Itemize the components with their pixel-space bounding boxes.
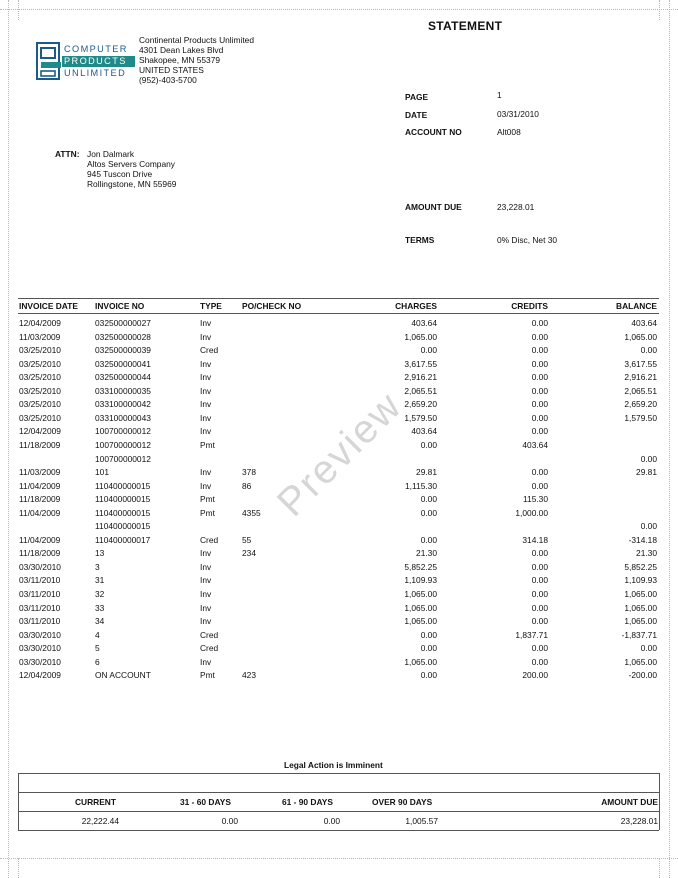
cell-charges: 21.30 [416,548,437,559]
col-credits: CREDITS [511,301,548,311]
cell-credits: 1,000.00 [515,507,548,518]
aging-current-label: CURRENT [75,797,116,807]
cell-balance: -314.18 [628,534,657,545]
cell-po: 234 [242,548,256,559]
cell-date: 03/25/2010 [19,385,61,396]
table-row [0,657,678,671]
logo-text-line: COMPUTER [64,44,128,54]
aging-bottom-rule [18,830,659,831]
table-top-rule [18,298,659,299]
cell-type: Cred [200,534,219,545]
cell-charges: 0.00 [420,507,437,518]
cell-balance: 1,065.00 [624,616,657,627]
col-po-check-no: PO/CHECK NO [242,301,302,311]
table-row [0,535,678,549]
company-address [139,35,254,85]
aging-left-rule [18,773,19,830]
cell-date: 11/18/2009 [19,494,61,505]
cell-date: 11/03/2009 [19,331,61,342]
aging-61-90-label: 61 - 90 DAYS [282,797,333,807]
cell-date: 03/11/2010 [19,575,61,586]
cell-balance: 29.81 [636,467,657,478]
cell-balance: -200.00 [628,670,657,681]
cell-charges: 0.00 [420,534,437,545]
cell-type: Inv [200,548,212,559]
attn-company: Altos Servers Company [87,159,175,169]
table-header-rule [18,313,659,314]
cell-credits: 0.00 [531,426,548,437]
cell-balance: 0.00 [640,453,657,464]
cell-date: 03/11/2010 [19,602,61,613]
cell-type: Inv [200,602,212,613]
cell-date: 11/04/2009 [19,480,61,491]
aging-61-90-value: 0.00 [323,816,340,826]
cell-po: 86 [242,480,252,491]
cell-charges: 29.81 [416,467,437,478]
table-row [0,670,678,684]
cell-balance: 2,065.51 [624,385,657,396]
table-row [0,589,678,603]
aging-over-90-value: 1,005.57 [405,816,438,826]
amount-due-label: AMOUNT DUE [405,202,462,212]
table-row [0,399,678,413]
table-row [0,562,678,576]
cell-balance: 403.64 [631,318,657,328]
cell-date: 12/04/2009 [19,426,61,437]
aging-top-rule [18,792,659,793]
aging-right-rule [659,773,660,830]
cell-invoice: 100700000012 [95,439,151,450]
cell-type: Pmt [200,670,215,681]
logo-text-line: UNLIMITED [64,68,127,78]
cell-date: 03/11/2010 [19,589,61,599]
cell-credits: 0.00 [531,372,548,383]
cell-charges: 0.00 [420,345,437,356]
cell-charges: 1,065.00 [404,656,437,667]
cell-date: 03/30/2010 [19,561,61,572]
cell-balance: 1,065.00 [624,331,657,342]
logo-text-line: PRODUCTS [62,56,135,67]
cell-date: 03/25/2010 [19,399,61,410]
cell-type: Cred [200,345,219,356]
aging-over-90-label: OVER 90 DAYS [372,797,433,807]
cell-balance: 1,065.00 [624,602,657,613]
cell-invoice: 110400000015 [95,507,151,518]
cell-balance: 0.00 [640,643,657,654]
cell-charges: 0.00 [420,439,437,450]
cell-date: 03/30/2010 [19,643,61,654]
table-row [0,630,678,644]
cell-balance: 1,065.00 [624,656,657,667]
cell-type: Inv [200,467,212,478]
col-invoice-no: INVOICE NO [95,301,145,311]
cell-type: Inv [200,561,212,572]
cell-type: Inv [200,616,212,627]
corner-guide [659,0,660,20]
cell-invoice: 32 [95,589,105,599]
cell-type: Inv [200,358,212,369]
table-row [0,548,678,562]
logo-mark-icon [36,42,62,80]
page-value: 1 [497,90,502,100]
company-city: Shakopee, MN 55379 [139,55,221,65]
cell-po: 423 [242,670,256,681]
cell-invoice: 100700000012 [95,453,151,464]
cell-type: Cred [200,629,219,640]
cell-type: Inv [200,385,212,396]
table-row [0,386,678,400]
cell-type: Inv [200,589,212,599]
page-guide-top [0,9,678,10]
cell-invoice: 3 [95,561,100,572]
cell-balance: 2,659.20 [624,399,657,410]
cell-date: 11/18/2009 [19,439,61,450]
table-row [0,494,678,508]
cell-invoice: ON ACCOUNT [95,670,151,681]
col-charges: CHARGES [395,301,437,311]
company-name: Continental Products Unlimited [139,35,254,45]
cell-balance: 3,617.55 [624,358,657,369]
cell-date: 03/30/2010 [19,656,61,667]
cell-charges: 0.00 [420,629,437,640]
cell-invoice: 033100000035 [95,385,151,396]
cell-type: Inv [200,656,212,667]
cell-invoice: 032500000028 [95,331,151,342]
cell-invoice: 033100000043 [95,412,151,423]
cell-date: 11/04/2009 [19,507,61,518]
cell-invoice: 033100000042 [95,399,151,410]
page-label: PAGE [405,92,429,102]
cell-credits: 314.18 [522,534,548,545]
footer-rule [18,773,659,774]
attn-city: Rollingstone, MN 55969 [87,179,177,189]
table-row [0,521,678,535]
page-guide-bottom [0,858,678,859]
cell-charges: 1,109.93 [404,575,437,586]
cell-credits: 0.00 [531,467,548,478]
legal-notice: Legal Action is Imminent [284,760,383,770]
cell-date: 03/30/2010 [19,629,61,640]
cell-type: Inv [200,575,212,586]
cell-invoice: 100700000012 [95,426,151,437]
cell-charges: 5,852.25 [404,561,437,572]
cell-po: 4355 [242,507,261,518]
cell-charges: 1,065.00 [404,616,437,627]
cell-invoice: 31 [95,575,105,586]
cell-date: 11/18/2009 [19,548,61,559]
table-row [0,575,678,589]
date-label: DATE [405,110,428,120]
cell-invoice: 6 [95,656,100,667]
cell-balance: 0.00 [640,345,657,356]
cell-type: Pmt [200,494,215,505]
cell-type: Inv [200,331,212,342]
aging-amount-due-value: 23,228.01 [620,816,658,826]
cell-date: 12/04/2009 [19,670,61,681]
date-value: 03/31/2010 [497,109,539,119]
cell-balance: 1,065.00 [624,589,657,599]
cell-credits: 403.64 [522,439,548,450]
terms-value: 0% Disc, Net 30 [497,235,558,245]
table-row [0,372,678,386]
cell-charges: 0.00 [420,643,437,654]
preview-watermark: Preview [268,383,411,525]
cell-credits: 0.00 [531,616,548,627]
table-row [0,332,678,346]
cell-balance: 21.30 [636,548,657,559]
cell-invoice: 5 [95,643,100,654]
cell-credits: 115.30 [523,494,548,505]
col-balance: BALANCE [616,301,657,311]
cell-credits: 200.00 [522,670,548,681]
cell-credits: 0.00 [531,589,548,599]
cell-credits: 0.00 [531,331,548,342]
cell-po: 55 [242,534,252,545]
corner-guide [18,0,19,20]
cell-charges: 1,065.00 [404,331,437,342]
cell-date: 03/25/2010 [19,358,61,369]
attn-name: Jon Dalmark [87,149,135,159]
cell-charges: 0.00 [420,494,437,505]
cell-credits: 0.00 [531,656,548,667]
cell-charges: 2,065.51 [404,385,437,396]
cell-date: 03/25/2010 [19,372,61,383]
statement-title: STATEMENT [428,19,503,33]
cell-type: Inv [200,412,212,423]
cell-type: Pmt [200,439,215,450]
cell-invoice: 032500000039 [95,345,151,356]
cell-balance: 1,579.50 [624,412,657,423]
cell-credits: 0.00 [531,412,548,423]
table-row [0,616,678,630]
account-label: ACCOUNT NO [405,127,462,137]
col-invoice-date: INVOICE DATE [19,301,78,311]
cell-charges: 1,065.00 [404,589,437,599]
cell-date: 11/04/2009 [19,534,61,545]
cell-type: Inv [200,372,212,383]
attn-address [87,149,176,189]
table-row [0,318,678,332]
cell-invoice: 101 [95,467,109,478]
corner-guide [18,858,19,878]
cell-credits: 0.00 [531,643,548,654]
attn-label: ATTN: [55,149,80,159]
cell-invoice: 34 [95,616,105,627]
cell-date: 03/25/2010 [19,412,61,423]
cell-invoice: 13 [95,548,105,559]
cell-charges: 0.00 [420,670,437,681]
cell-date: 03/11/2010 [19,616,61,627]
cell-balance: 0.00 [640,521,657,532]
cell-po: 378 [242,467,256,478]
corner-guide [659,858,660,878]
company-phone: (952)-403-5700 [139,75,197,85]
cell-type: Inv [200,480,212,491]
table-row [0,359,678,373]
cell-type: Inv [200,318,212,328]
cell-date: 12/04/2009 [19,318,61,328]
cell-charges: 1,065.00 [404,602,437,613]
company-street: 4301 Dean Lakes Blvd [139,45,224,55]
cell-charges: 1,579.50 [404,412,437,423]
table-row [0,603,678,617]
cell-charges: 2,659.20 [404,399,437,410]
attn-street: 945 Tuscon Drive [87,169,153,179]
cell-invoice: 032500000027 [95,318,151,328]
cell-type: Inv [200,399,212,410]
aging-31-60-label: 31 - 60 DAYS [180,797,231,807]
cell-charges: 3,617.55 [404,358,437,369]
cell-balance: 2,916.21 [624,372,657,383]
cell-invoice: 110400000015 [95,480,151,491]
cell-invoice: 33 [95,602,105,613]
table-row [0,345,678,359]
cell-invoice: 110400000017 [95,534,151,545]
cell-invoice: 032500000044 [95,372,151,383]
cell-credits: 1,837.71 [515,629,548,640]
cell-credits: 0.00 [531,548,548,559]
cell-credits: 0.00 [531,602,548,613]
cell-charges: 1,115.30 [405,480,437,491]
cell-type: Inv [200,426,212,437]
terms-label: TERMS [405,235,435,245]
cell-credits: 0.00 [531,345,548,356]
cell-charges: 2,916.21 [404,372,437,383]
cell-credits: 0.00 [531,575,548,586]
company-country: UNITED STATES [139,65,204,75]
cell-balance: 5,852.25 [624,561,657,572]
cell-type: Cred [200,643,219,654]
cell-credits: 0.00 [531,385,548,396]
cell-balance: -1,837.71 [621,629,657,640]
account-value: Alt008 [497,127,521,137]
col-type: TYPE [200,301,222,311]
table-row [0,643,678,657]
aging-current-value: 22,222.44 [81,816,119,826]
aging-mid-rule [18,811,659,812]
cell-credits: 0.00 [531,318,548,328]
cell-date: 03/25/2010 [19,345,61,356]
cell-invoice: 032500000041 [95,358,151,369]
cell-invoice: 110400000015 [95,494,151,505]
cell-credits: 0.00 [531,480,548,491]
cell-invoice: 4 [95,629,100,640]
table-row [0,508,678,522]
cell-balance: 1,109.93 [624,575,657,586]
cell-charges: 403.64 [411,318,437,328]
cell-credits: 0.00 [531,561,548,572]
aging-amount-due-label: AMOUNT DUE [601,797,658,807]
cell-invoice: 110400000015 [95,521,151,532]
cell-credits: 0.00 [531,358,548,369]
cell-date: 11/03/2009 [19,467,61,478]
aging-31-60-value: 0.00 [221,816,238,826]
cell-credits: 0.00 [531,399,548,410]
cell-type: Pmt [200,507,215,518]
amount-due-value: 23,228.01 [497,202,535,212]
cell-charges: 403.64 [411,426,437,437]
